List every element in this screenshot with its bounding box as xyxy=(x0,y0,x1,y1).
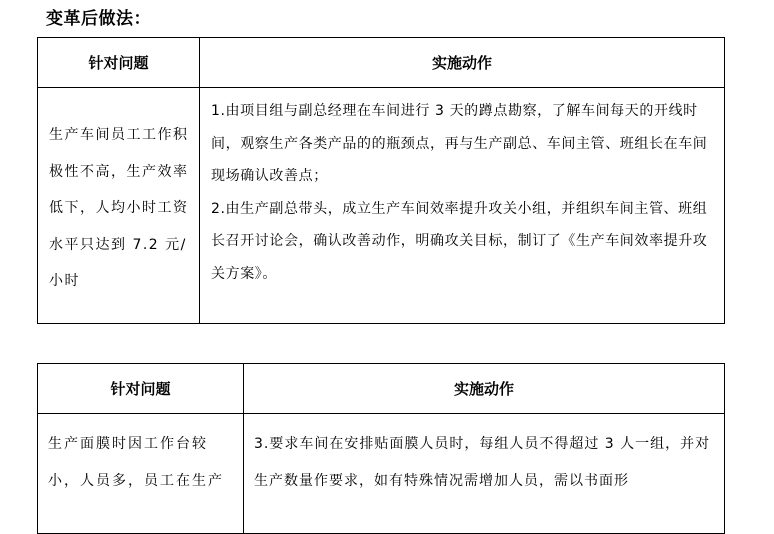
problem-cell xyxy=(38,414,244,534)
problem-cell xyxy=(38,88,200,324)
action-item-1: 1.由项目组与副总经理在车间进行 3 天的蹲点勘察，了解车间每天的开线时间，观察生产各类产品的的瓶颈点，再与生产副总、车间主管、班组长在车间现场确认改善点； xyxy=(211,103,708,184)
action-item-3: 3.要求车间在安排贴面膜人员时，每组人员不得超过 3 人一组，并对生产数量作要求，如有特殊情况需增加人员，需以书面形 xyxy=(254,436,711,489)
action-cell xyxy=(244,414,725,534)
section-heading: 变革后做法： xyxy=(46,9,151,29)
header-problem: 针对问题 xyxy=(38,364,244,414)
improvement-table-1 xyxy=(37,37,725,324)
table-header-row xyxy=(38,38,725,88)
problem-text: 生产面膜时因工作台较小，人员多，员工在生产 xyxy=(48,436,224,489)
improvement-table-2 xyxy=(37,363,725,534)
table-header-row xyxy=(38,364,725,414)
header-action: 实施动作 xyxy=(200,38,725,88)
action-item-2: 2.由生产副总带头，成立生产车间效率提升攻关小组，并组织车间主管、班组长召开讨论会，确认改善动作，明确攻关目标，制订了《生产车间效率提升攻关方案》。 xyxy=(211,200,708,282)
problem-text: 生产车间员工工作积极性不高，生产效率低下，人均小时工资水平只达到 7.2 元/小时 xyxy=(49,127,189,289)
table-row xyxy=(38,414,725,534)
header-action: 实施动作 xyxy=(244,364,725,414)
action-cell xyxy=(200,88,725,324)
table-row xyxy=(38,88,725,324)
header-problem: 针对问题 xyxy=(38,38,200,88)
